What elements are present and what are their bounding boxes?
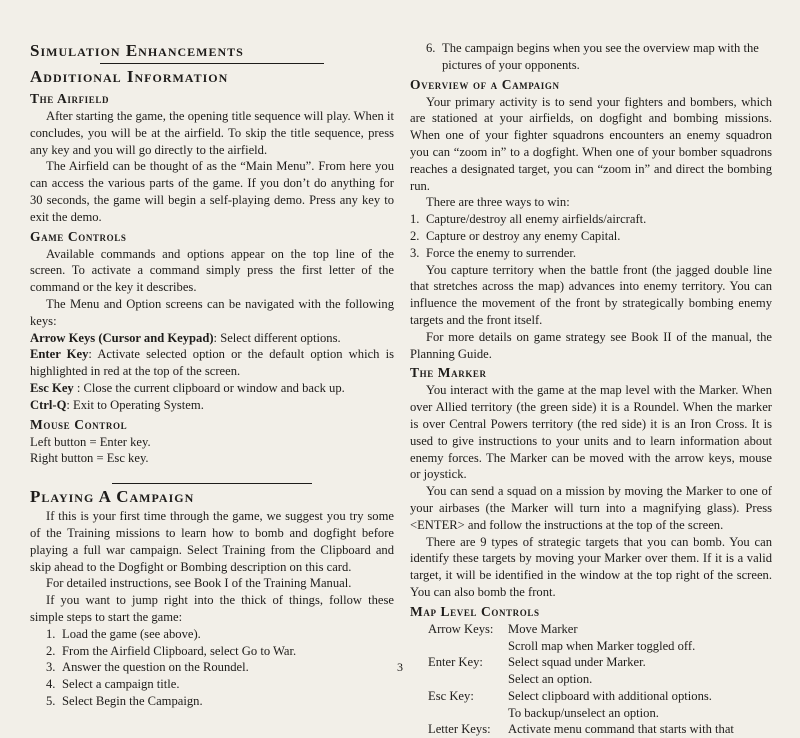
step-text: Capture or destroy any enemy Capital.: [426, 228, 621, 243]
control-desc: : Activate selected option or the default option which is highlighted in red at the top of the screen.: [30, 347, 394, 379]
control-desc: Select an option.: [508, 672, 593, 687]
left-column: [30, 40, 394, 710]
campaign-title: Playing A Campaign: [30, 487, 195, 507]
campaign-rule: [112, 483, 312, 484]
step-number: 2.: [410, 228, 420, 243]
marker-paragraph-2: You can send a squad on a mission by moving the Marker to one of your airbases (the Marker will turn into a magnifying glass). Press <ENTER> and follow the instructions at the top of the screen.: [410, 484, 772, 532]
step-number: 4.: [46, 677, 56, 692]
overview-paragraph-4: For more details on game strategy see Book II of the manual, the Planning Guide.: [410, 329, 772, 361]
step-text: From the Airfield Clipboard, select Go to War.: [62, 643, 297, 658]
section-title: Simulation Enhancements: [30, 41, 244, 60]
step-number: 2.: [46, 643, 56, 658]
control-desc: Scroll map when Marker toggled off.: [508, 638, 696, 653]
marker-paragraph-1: You interact with the game at the map level with the Marker. When over Allied territory (the green side) it is a Roundel. When the marker is over Central Powers territory (the red side) it is an Iron Cross. It is used to give instructions to your units and to learn information about enemy forces. The Marker can be moved with the arrow keys, mouse or joystick.: [410, 383, 772, 482]
list-item: [46, 643, 394, 660]
step-number: 3.: [46, 660, 56, 675]
control-desc: Select clipboard with additional options.: [508, 688, 712, 703]
right-column: [410, 40, 772, 738]
table-row: [428, 621, 772, 638]
control-key: Enter Key: [30, 347, 89, 362]
table-row: [428, 688, 772, 705]
step-number: 1.: [46, 626, 56, 641]
marker-paragraph-3: There are 9 types of strategic targets that you can bomb. You can identify these targets by moving your Marker over them. If it is a valid target, it will be identified in the window at the top right of the screen. You can also bomb the front.: [410, 534, 772, 599]
step-text: Force the enemy to surrender.: [426, 245, 577, 260]
control-key: Arrow Keys:: [428, 621, 494, 636]
step-text: Select Begin the Campaign.: [62, 693, 203, 708]
list-item: [410, 245, 772, 262]
campaign-paragraph-1: If this is your first time through the game, we suggest you try some of the Training missions to learn how to bomb and dogfight before playing a full war campaign. Select Training from the Clipboard and skip ahead to the Dogfight or Bombing description on this card.: [30, 509, 394, 574]
control-desc: Select squad under Marker.: [508, 655, 646, 670]
step-text: The campaign begins when you see the overview map with the pictures of your opponents.: [442, 41, 759, 72]
list-item: [410, 211, 772, 228]
table-row: [428, 705, 772, 722]
control-item: [30, 380, 394, 397]
control-item: [30, 346, 394, 380]
campaign-step-6: [426, 40, 772, 74]
campaign-paragraph-2: For detailed instructions, see Book I of the Training Manual.: [46, 576, 352, 591]
list-item: [46, 693, 394, 710]
overview-paragraph-3: You capture territory when the battle front (the jagged double line that stretches across the map) advances into enemy territory. You can influence the movement of the front by strategically bombing enemy targets and the front itself.: [410, 262, 772, 327]
control-key: [428, 705, 508, 722]
step-number: 5.: [46, 693, 56, 708]
control-key: Letter Keys:: [428, 722, 491, 737]
step-number: 3.: [410, 245, 420, 260]
control-key: Esc Key:: [428, 688, 474, 703]
page-number: 3: [397, 660, 403, 674]
airfield-heading: The Airfield: [30, 91, 110, 106]
step-text: Capture/destroy all enemy airfields/aircraft.: [426, 212, 647, 227]
marker-heading: The Marker: [410, 365, 487, 381]
step-number: 6.: [426, 41, 436, 55]
list-item: [46, 676, 394, 693]
section-subtitle: Additional Information: [30, 67, 229, 86]
control-key: [428, 638, 508, 655]
control-desc: : Select different options.: [213, 330, 341, 345]
list-item: [410, 228, 772, 245]
game-controls-paragraph-1: Available commands and options appear on the top line of the screen. To activate a command simply press the first letter of the command or the key it describes.: [30, 246, 394, 295]
win-conditions: [410, 211, 772, 261]
step-text: Answer the question on the Roundel.: [62, 660, 249, 675]
airfield-paragraph-2: The Airfield can be thought of as the “Main Menu”. From here you can access the various parts of the game. If you don’t do anything for 30 seconds, the game will begin a self-playing demo. Press any key to exit the demo.: [30, 159, 394, 224]
control-desc: To backup/unselect an option.: [508, 705, 659, 720]
game-controls-heading: Game Controls: [30, 228, 127, 244]
control-key: Ctrl-Q: [30, 397, 67, 412]
control-key: Arrow Keys (Cursor and Keypad): [30, 330, 214, 345]
overview-heading: Overview of a Campaign: [410, 76, 560, 92]
overview-paragraph-2: There are three ways to win:: [426, 195, 570, 210]
control-desc: Activate menu command that starts with that: [508, 722, 734, 737]
control-desc: : Exit to Operating System.: [66, 397, 204, 412]
control-desc: Move Marker: [508, 621, 578, 636]
map-controls-heading: Map Level Controls: [410, 603, 540, 619]
list-item: [46, 626, 394, 643]
map-controls-table: [428, 621, 772, 738]
table-row: [428, 721, 772, 738]
step-number: 1.: [410, 212, 420, 227]
step-text: Select a campaign title.: [62, 677, 180, 692]
game-controls-paragraph-2: The Menu and Option screens can be navigated with the following keys:: [30, 296, 394, 328]
step-text: Load the game (see above).: [62, 626, 201, 641]
control-item: [30, 397, 394, 414]
control-key: Enter Key:: [428, 655, 483, 670]
mouse-control-heading: Mouse Control: [30, 416, 128, 432]
airfield-paragraph-1: After starting the game, the opening title sequence will play. When it concludes, you will be at the airfield. To skip the title sequence, press any key and you will go directly to the airfield.: [30, 109, 394, 157]
control-item: [30, 330, 394, 347]
title-rule: [100, 63, 324, 64]
overview-paragraph-1: Your primary activity is to send your fighters and bombers, which are stationed at your airfields, on dogfight and bombing missions. When one of your fighter squadrons encounters an enemy squadron you can “zoom in” to a dogfight. When one of your bomber squadrons reaches a designated target, you can “zoom in” and direct the bombing run.: [410, 94, 772, 193]
control-key: Esc Key: [30, 380, 74, 395]
list-item: [426, 40, 772, 74]
campaign-paragraph-3: If you want to jump right into the thick of things, follow these simple steps to start the game:: [30, 593, 394, 624]
mouse-right-button: Right button = Esc key.: [30, 451, 149, 466]
mouse-left-button: Left button = Enter key.: [30, 434, 151, 449]
control-desc: : Close the current clipboard or window and back up.: [73, 380, 345, 395]
table-row: [428, 638, 772, 655]
